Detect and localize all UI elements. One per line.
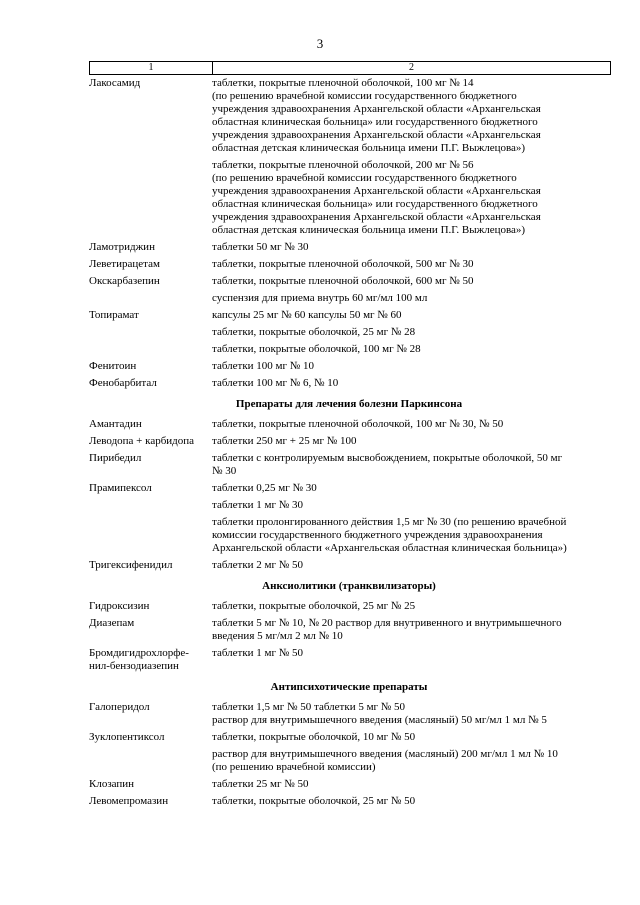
drug-name: Амантадин [89,418,142,430]
drug-name: Прамипексол [89,482,152,494]
drug-row [89,701,609,727]
drug-table [89,77,609,808]
dosage-line: комиссии государственного бюджетного учреждения здравоохранения [212,529,543,541]
dosage-line: (по решению врачебной комиссии государственного бюджетного [212,90,517,102]
dosage-forms [212,795,609,808]
drug-row [89,617,609,643]
drug-row [89,418,609,431]
drug-row [89,77,609,237]
dosage-line: таблетки, покрытые пленочной оболочкой, 100 мг № 30, № 50 [212,418,504,430]
table-header [89,61,611,75]
drug-name: Клозапин [89,778,135,790]
drug-name: Ламотриджин [89,241,155,253]
drug-row [89,360,609,373]
dosage-line: таблетки пролонгированного действия 1,5 мг № 30 (по решению врачебной [212,516,567,528]
dosage-line: учреждения здравоохранения Архангельской области «Архангельская [212,211,541,223]
dosage-forms [212,360,609,373]
drug-name: Пирибедил [89,452,142,464]
dosage-forms [212,778,609,791]
dosage-line: таблетки 2 мг № 50 [212,559,304,571]
drug-row [89,795,609,808]
dosage-line: введения 5 мг/мл 2 мл № 10 [212,630,343,642]
dosage-line: таблетки с контролируемым высвобождением, покрытые оболочкой, 50 мг [212,452,563,464]
drug-row [89,482,609,555]
drug-name: Леветирацетам [89,258,160,270]
dosage-line: учреждения здравоохранения Архангельской области «Архангельская [212,103,541,115]
drug-name: Фенитоин [89,360,137,372]
dosage-line: таблетки, покрытые пленочной оболочкой, 500 мг № 30 [212,258,474,270]
drug-name: Тригексифенидил [89,559,173,571]
dosage-forms [212,241,609,254]
dosage-line: таблетки 1 мг № 30 [212,499,304,511]
dosage-line: областная детская клиническая больница имени П.Г. Выжлецова») [212,142,526,154]
drug-name: Диазепам [89,617,135,629]
drug-name: Фенобарбитал [89,377,157,389]
dosage-line: учреждения здравоохранения Архангельской области «Архангельская [212,129,541,141]
dosage-forms [212,309,609,356]
dosage-line: таблетки 50 мг № 30 [212,241,309,253]
section-heading: Анксиолитики (транквилизаторы) [262,580,436,592]
drug-row [89,309,609,356]
drug-name: Галоперидол [89,701,150,713]
dosage-forms [212,559,609,572]
dosage-forms [212,617,609,643]
dosage-line: Архангельской области «Архангельская областная клиническая больница») [212,542,567,554]
dosage-line: таблетки, покрытые оболочкой, 25 мг № 28 [212,326,416,338]
dosage-line: раствор для внутримышечного введения (масляный) 200 мг/мл 1 мл № 10 [212,748,558,760]
dosage-line: (по решению врачебной комиссии) [212,761,376,773]
dosage-line: таблетки 1,5 мг № 50 таблетки 5 мг № 50 [212,701,406,713]
dosage-line: таблетки 0,25 мг № 30 [212,482,317,494]
dosage-line: учреждения здравоохранения Архангельской области «Архангельская [212,185,541,197]
dosage-line: таблетки, покрытые оболочкой, 25 мг № 50 [212,795,416,807]
dosage-line: (по решению врачебной комиссии государственного бюджетного [212,172,517,184]
dosage-line: таблетки, покрытые оболочкой, 25 мг № 25 [212,600,416,612]
dosage-line: суспензия для приема внутрь 60 мг/мл 100 мл [212,292,428,304]
header-col-1: 1 [90,62,213,74]
dosage-line: областная клиническая больница» или государственного бюджетного [212,116,538,128]
dosage-forms [212,647,609,673]
dosage-line: таблетки 1 мг № 50 [212,647,304,659]
drug-name: Зуклопентиксол [89,731,165,743]
dosage-line: таблетки 25 мг № 50 [212,778,309,790]
drug-row [89,275,609,305]
dosage-line: областная детская клиническая больница имени П.Г. Выжлецова») [212,224,526,236]
dosage-forms [212,275,609,305]
drug-row [89,377,609,390]
dosage-line: № 30 [212,465,237,477]
drug-row [89,452,609,478]
section-heading: Препараты для лечения болезни Паркинсона [235,398,463,410]
dosage-line: таблетки, покрытые пленочной оболочкой, 100 мг № 14 [212,77,474,89]
drug-row [89,647,609,673]
drug-name: Топирамат [89,309,139,321]
dosage-forms [212,377,609,390]
dosage-line: таблетки 250 мг + 25 мг № 100 [212,435,357,447]
dosage-forms [212,701,609,727]
drug-row [89,778,609,791]
drug-row [89,559,609,572]
page-number: 3 [316,36,324,51]
drug-name: Лакосамид [89,77,141,89]
dosage-line: таблетки 100 мг № 6, № 10 [212,377,339,389]
drug-name: Бромдигидрохлорфе- нил-бензодиазепин [89,647,189,672]
dosage-forms [212,418,609,431]
drug-name: Левомепромазин [89,795,169,807]
drug-row [89,731,609,774]
section-heading: Антипсихотические препараты [270,681,428,693]
dosage-forms [212,482,609,555]
dosage-line: таблетки 100 мг № 10 [212,360,315,372]
dosage-line: раствор для внутримышечного введения (масляный) 50 мг/мл 1 мл № 5 [212,714,547,726]
dosage-line: таблетки 5 мг № 10, № 20 раствор для внутривенного и внутримышечного [212,617,562,629]
header-col-2: 2 [409,62,414,73]
dosage-forms [212,600,609,613]
drug-name: Леводопа + карбидопа [89,435,195,447]
dosage-line: таблетки, покрытые оболочкой, 100 мг № 28 [212,343,421,355]
dosage-line: областная клиническая больница» или государственного бюджетного [212,198,538,210]
drug-row [89,600,609,613]
dosage-line: таблетки, покрытые пленочной оболочкой, 600 мг № 50 [212,275,474,287]
dosage-forms [212,731,609,774]
dosage-forms [212,452,609,478]
drug-row [89,435,609,448]
drug-row [89,241,609,254]
dosage-forms [212,258,609,271]
drug-name: Гидроксизин [89,600,150,612]
dosage-forms [212,77,609,237]
drug-name: Окскарбазепин [89,275,160,287]
dosage-line: таблетки, покрытые пленочной оболочкой, 200 мг № 56 [212,159,474,171]
dosage-forms [212,435,609,448]
dosage-line: капсулы 25 мг № 60 капсулы 50 мг № 60 [212,309,402,321]
drug-row [89,258,609,271]
dosage-line: таблетки, покрытые оболочкой, 10 мг № 50 [212,731,416,743]
